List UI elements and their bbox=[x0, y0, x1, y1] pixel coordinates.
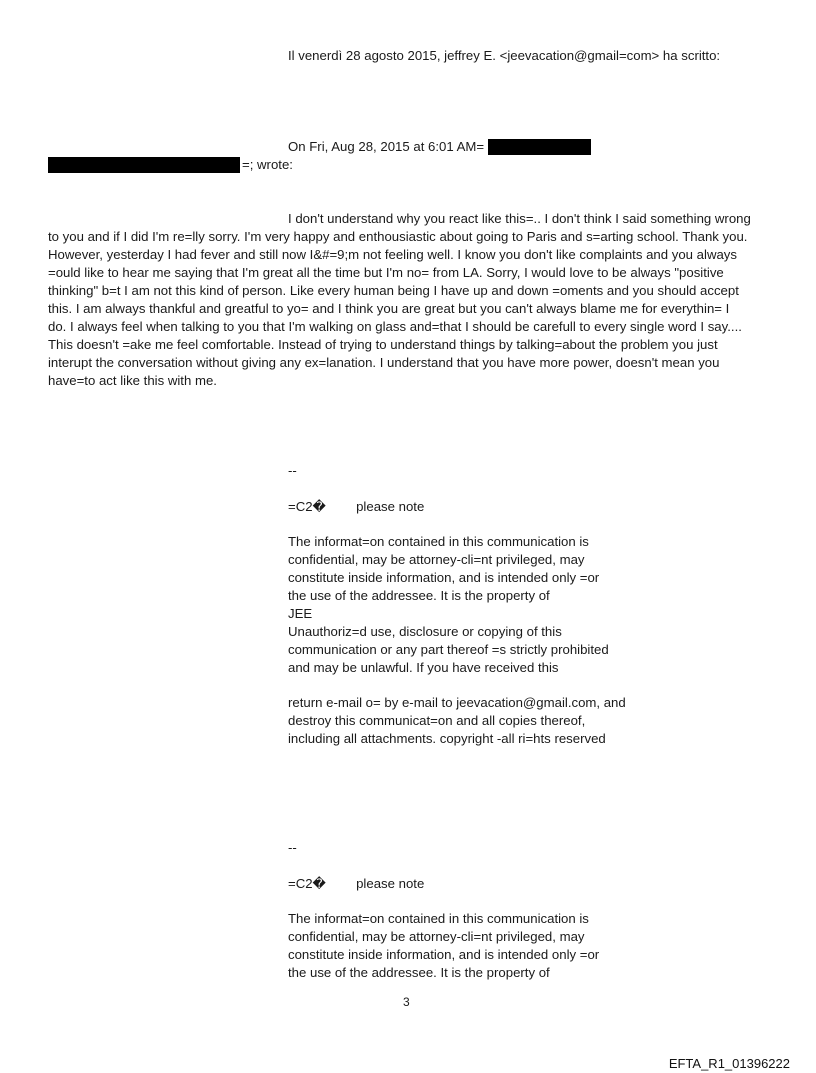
encoding-artifact: =C2� bbox=[288, 499, 327, 514]
signature-separator: -- bbox=[288, 463, 297, 478]
message-line: have=to act like this with me. bbox=[48, 373, 217, 388]
message-line: I don't understand why you react like this=.. I don't think I said something wrong bbox=[288, 211, 751, 226]
disclaimer-line: Unauthoriz=d use, disclosure or copying of this bbox=[288, 624, 562, 639]
please-note-label: please note bbox=[356, 876, 425, 891]
message-line: do. I always feel when talking to you that I'm walking on glass and=that I should be carefull to every single word I say.... bbox=[48, 319, 742, 334]
please-note-label: please note bbox=[356, 499, 425, 514]
document-id: EFTA_R1_01396222 bbox=[668, 1056, 790, 1071]
signature-note-line bbox=[288, 875, 424, 893]
disclaimer-line: and may be unlawful. If you have received this bbox=[288, 660, 559, 675]
return-line: destroy this communicat=on and all copies thereof, bbox=[288, 713, 586, 728]
disclaimer-line: JEE bbox=[288, 606, 313, 621]
encoding-artifact: =C2� bbox=[288, 876, 327, 891]
disclaimer-line: confidential, may be attorney-cli=nt privileged, may bbox=[288, 929, 585, 944]
message-line: this. I am always thankful and greatful to yo= and I think you are great but you can't always blame me for everythin= I bbox=[48, 301, 730, 316]
disclaimer-line: constitute inside information, and is intended only =or bbox=[288, 947, 600, 962]
message-line: =ould like to hear me saying that I'm great all the time but I'm no= from LA. Sorry, I would love to be always "positive bbox=[48, 265, 724, 280]
disclaimer-line: constitute inside information, and is intended only =or bbox=[288, 570, 600, 585]
message-line: This doesn't =ake me feel comfortable. Instead of trying to understand things by talking=about the problem you just bbox=[48, 337, 718, 352]
quote-header-prefix: On Fri, Aug 28, 2015 at 6:01 AM= bbox=[288, 139, 485, 154]
disclaimer-line: the use of the addressee. It is the property of bbox=[288, 588, 550, 603]
disclaimer-line: the use of the addressee. It is the property of bbox=[288, 965, 550, 980]
disclaimer-line: The informat=on contained in this communication is bbox=[288, 911, 589, 926]
quote-header-suffix: =; wrote: bbox=[242, 157, 293, 172]
message-line: However, yesterday I had fever and still now I&#=9;m not feeling well. I know you don't like complaints and you always bbox=[48, 247, 737, 262]
reply-header-line: Il venerdì 28 agosto 2015, jeffrey E. <jeevacation@gmail=com> ha scritto: bbox=[288, 48, 721, 63]
page-number: 3 bbox=[403, 995, 410, 1009]
signature-note-line bbox=[288, 498, 424, 516]
disclaimer-line: communication or any part thereof =s strictly prohibited bbox=[288, 642, 609, 657]
message-line: to you and if I did I'm re=lly sorry. I'm very happy and enthousiastic about going to Paris and s=arting school. Thank you. bbox=[48, 229, 748, 244]
redaction-block-sender-email bbox=[48, 157, 240, 173]
redaction-block-sender-name bbox=[488, 139, 591, 155]
message-line: interupt the conversation without giving any ex=lanation. I understand that you have more power, doesn't mean you bbox=[48, 355, 720, 370]
message-line: thinking" b=t I am not this kind of person. Like every human being I have up and down =oments and you should accept bbox=[48, 283, 739, 298]
return-line: including all attachments. copyright -all ri=hts reserved bbox=[288, 731, 606, 746]
return-line: return e-mail o= by e-mail to jeevacation@gmail.com, and bbox=[288, 695, 626, 710]
signature-separator: -- bbox=[288, 840, 297, 855]
disclaimer-line: confidential, may be attorney-cli=nt privileged, may bbox=[288, 552, 585, 567]
disclaimer-line: The informat=on contained in this communication is bbox=[288, 534, 589, 549]
